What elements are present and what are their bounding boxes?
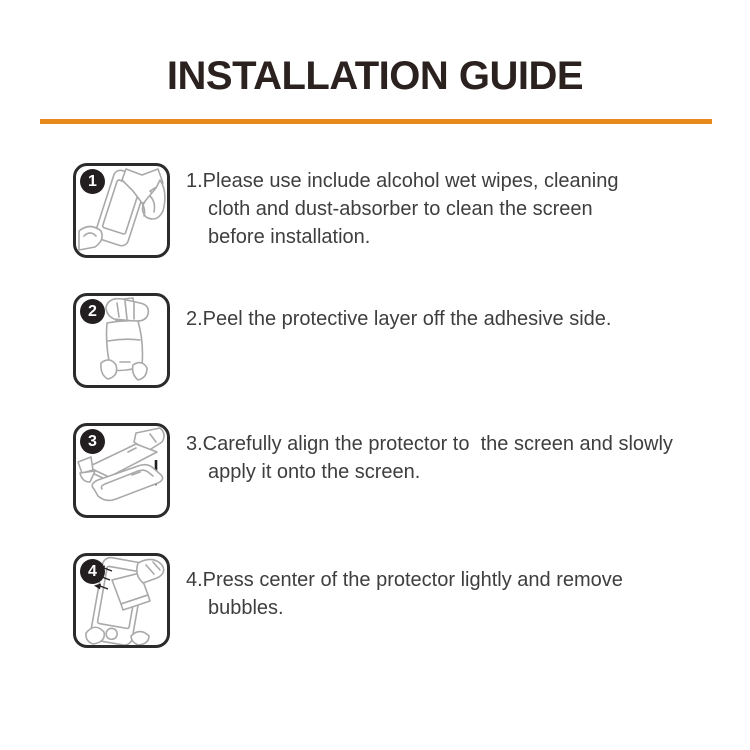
step-3-line-1: 3.Carefully align the protector to the screen and slowly	[186, 433, 673, 455]
step-3-line-2: apply it onto the screen.	[208, 461, 421, 483]
page-title: INSTALLATION GUIDE	[166, 54, 584, 98]
step-2-icon-box	[73, 293, 170, 388]
orange-divider-line	[40, 119, 712, 124]
step-1-number-badge: 1	[80, 169, 105, 194]
step-4-icon-box	[73, 553, 170, 648]
step-3-text	[186, 423, 673, 486]
step-row-1	[73, 163, 619, 258]
step-4-number-badge: 4	[80, 559, 105, 584]
step-3-icon-box	[73, 423, 170, 518]
step-4-line-2: bubbles.	[208, 597, 284, 619]
step-3-number-badge: 3	[80, 429, 105, 454]
step-1-icon-box	[73, 163, 170, 258]
step-1-line-1: 1.Please use include alcohol wet wipes, cleaning	[186, 170, 619, 192]
step-row-3	[73, 423, 673, 518]
step-2-number-badge: 2	[80, 299, 105, 324]
step-2-line-1: 2.Peel the protective layer off the adhesive side.	[186, 308, 612, 330]
step-row-2	[73, 293, 611, 388]
step-4-line-1: 4.Press center of the protector lightly and remove	[186, 569, 623, 591]
step-row-4	[73, 553, 623, 648]
step-1-line-3: before installation.	[208, 226, 371, 248]
step-1-line-2: cloth and dust-absorber to clean the screen	[208, 198, 593, 220]
step-2-text	[186, 293, 611, 333]
step-1-text	[186, 163, 619, 251]
step-4-text	[186, 553, 623, 622]
